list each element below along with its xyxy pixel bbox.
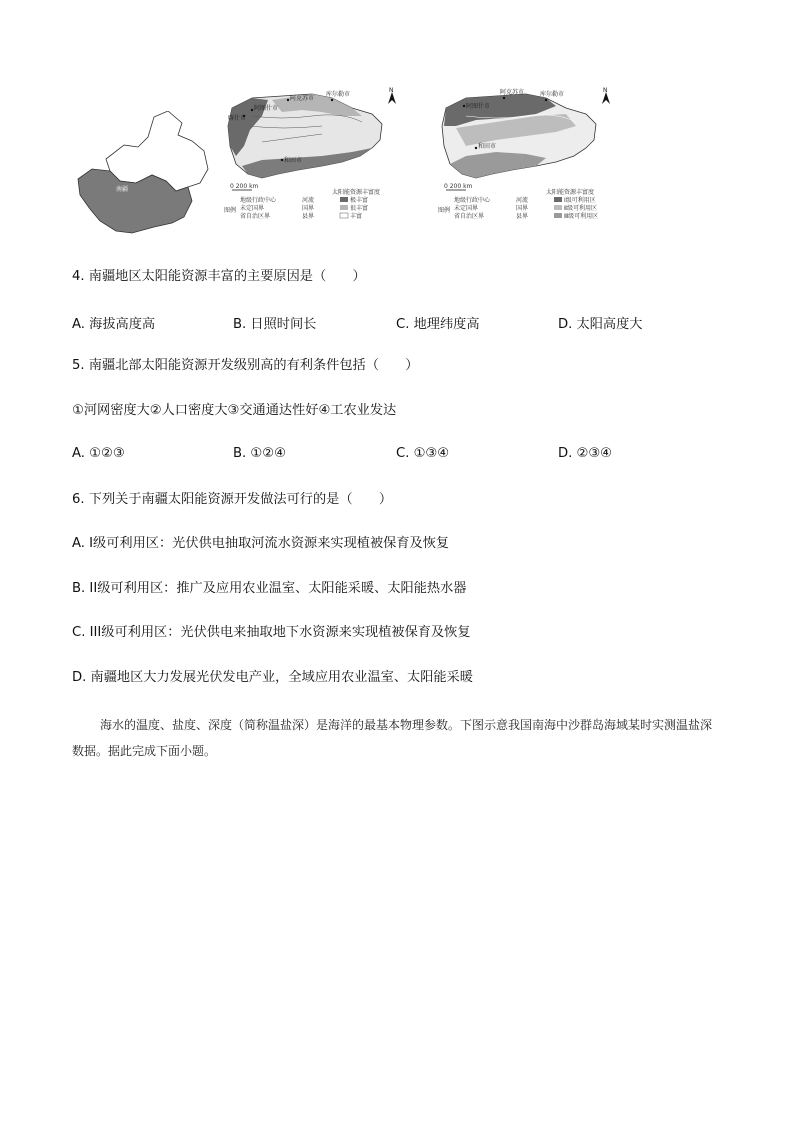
- passage-intro: [72, 712, 722, 764]
- legend-undefined-border: 未定国界: [240, 205, 265, 212]
- q5-option-c[interactable]: C. ①③④: [396, 446, 450, 461]
- svg-text:N: N: [389, 87, 394, 94]
- legend-city-center-2: 地级行政中心: [454, 197, 491, 204]
- city-dot-hetian-2: [475, 147, 477, 149]
- svg-text:N: N: [603, 87, 608, 94]
- legend-zone-ii: Ⅱ级可利用区: [564, 205, 597, 212]
- city-dot-atushi: [251, 109, 253, 111]
- legend-country-border: 国界: [302, 205, 315, 212]
- city-dot-atushi-2: [463, 105, 465, 107]
- legend-river-2: 河流: [516, 197, 529, 204]
- q6-option-a[interactable]: A. I级可利用区：光伏供电抽取河流水资源来实现植被保育及恢复: [72, 536, 450, 551]
- q4-option-c[interactable]: C. 地理纬度高: [396, 317, 480, 332]
- legend-river: 河流: [302, 197, 315, 204]
- north-arrow-icon: [388, 87, 396, 104]
- map-utilization-zones: [436, 86, 616, 236]
- legend-label: 图例: [224, 207, 237, 214]
- city-label-hetian-2: 和田市: [478, 143, 497, 150]
- q4-option-a[interactable]: A. 海拔高度高: [72, 317, 156, 332]
- legend-undefined-border-2: 未定国界: [454, 205, 479, 212]
- legend-province-border: 省自治区界: [240, 213, 271, 220]
- city-label-akesu: 阿克苏市: [290, 95, 315, 102]
- legend-province-border-2: 省自治区界: [454, 213, 485, 220]
- question-4-options: [72, 313, 732, 331]
- question-5-stem: 5. 南疆北部太阳能资源开发级别高的有利条件包括（ ）: [72, 358, 419, 373]
- legend-county-border: 县界: [302, 213, 315, 220]
- q4-option-d[interactable]: D. 太阳高度大: [558, 317, 643, 332]
- question-4-stem: 4. 南疆地区太阳能资源丰富的主要原因是（ ）: [72, 269, 366, 284]
- north-arrow-icon-2: [602, 87, 610, 104]
- map-solar-richness: [222, 86, 402, 236]
- q6-option-b[interactable]: B. II级可利用区：推广及应用农业温室、太阳能采暖、太阳能热水器: [72, 581, 467, 596]
- legend-country-border-2: 国界: [516, 205, 529, 212]
- legend-title: 太阳能资源丰富度: [332, 189, 381, 196]
- scale-label-2: 0 200 km: [444, 183, 473, 190]
- legend-extreme-rich: 极丰富: [350, 197, 369, 204]
- city-dot-akesu: [287, 99, 289, 101]
- q6-option-d[interactable]: D. 南疆地区大力发展光伏发电产业，全域应用农业温室、太阳能采暖: [72, 670, 473, 685]
- city-label-korla-2: 库尔勒市: [540, 91, 565, 98]
- legend-swatch-very: [340, 205, 348, 210]
- q5-option-d[interactable]: D. ②③④: [558, 446, 613, 461]
- city-dot-akesu-2: [503, 97, 505, 99]
- q4-option-b[interactable]: B. 日照时间长: [233, 317, 317, 332]
- city-label-akesu-2: 阿克苏市: [500, 89, 525, 96]
- map-xinjiang-overview: [72, 111, 212, 236]
- city-dot-hetian: [281, 159, 283, 161]
- legend-zone-iii: Ⅲ级可利用区: [564, 213, 599, 220]
- legend-zone-i: Ⅰ级可利用区: [564, 197, 596, 204]
- legend-swatch-extreme: [340, 197, 348, 202]
- legend-label-2: 图例: [438, 207, 451, 214]
- city-dot-korla: [331, 99, 333, 101]
- legend-swatch-zone-iii: [554, 213, 562, 218]
- scale-label: 0 200 km: [230, 183, 259, 190]
- q5-option-a[interactable]: A. ①②③: [72, 446, 125, 461]
- city-label-kashi: 喀什市: [228, 115, 247, 122]
- q6-option-c[interactable]: C. III级可利用区：光伏供电来抽取地下水资源来实现植被保育及恢复: [72, 625, 471, 640]
- legend-swatch-zone-i: [554, 197, 562, 202]
- question-6-stem: 6. 下列关于南疆太阳能资源开发做法可行的是（ ）: [72, 492, 393, 507]
- south-xinjiang-label: 南疆: [116, 186, 129, 193]
- city-dot-korla-2: [545, 99, 547, 101]
- legend-very-rich: 很丰富: [350, 205, 369, 212]
- legend-title-2: 太阳能资源丰富度: [546, 189, 595, 196]
- city-label-atushi: 阿图什市: [254, 105, 279, 112]
- city-label-korla: 库尔勒市: [326, 91, 351, 98]
- passage-text: 海水的温度、盐度、深度（简称温盐深）是海洋的最基本物理参数。下图示意我国南海中沙群岛海域某时实测温盐深数据。据此完成下面小题。: [72, 718, 713, 758]
- question-5-options: [72, 446, 732, 464]
- city-label-atushi-2: 阿图什市: [466, 103, 491, 110]
- legend-swatch-rich: [340, 213, 348, 218]
- q5-option-b[interactable]: B. ①②④: [233, 446, 286, 461]
- legend-swatch-zone-ii: [554, 205, 562, 210]
- legend-city-center: 地级行政中心: [240, 197, 277, 204]
- figure-maps: [72, 86, 732, 236]
- question-5-statements: ①河网密度大②人口密度大③交通通达性好④工农业发达: [72, 403, 397, 418]
- legend-rich: 丰富: [350, 213, 363, 220]
- city-label-hetian: 和田市: [284, 157, 303, 164]
- legend-county-border-2: 县界: [516, 213, 529, 220]
